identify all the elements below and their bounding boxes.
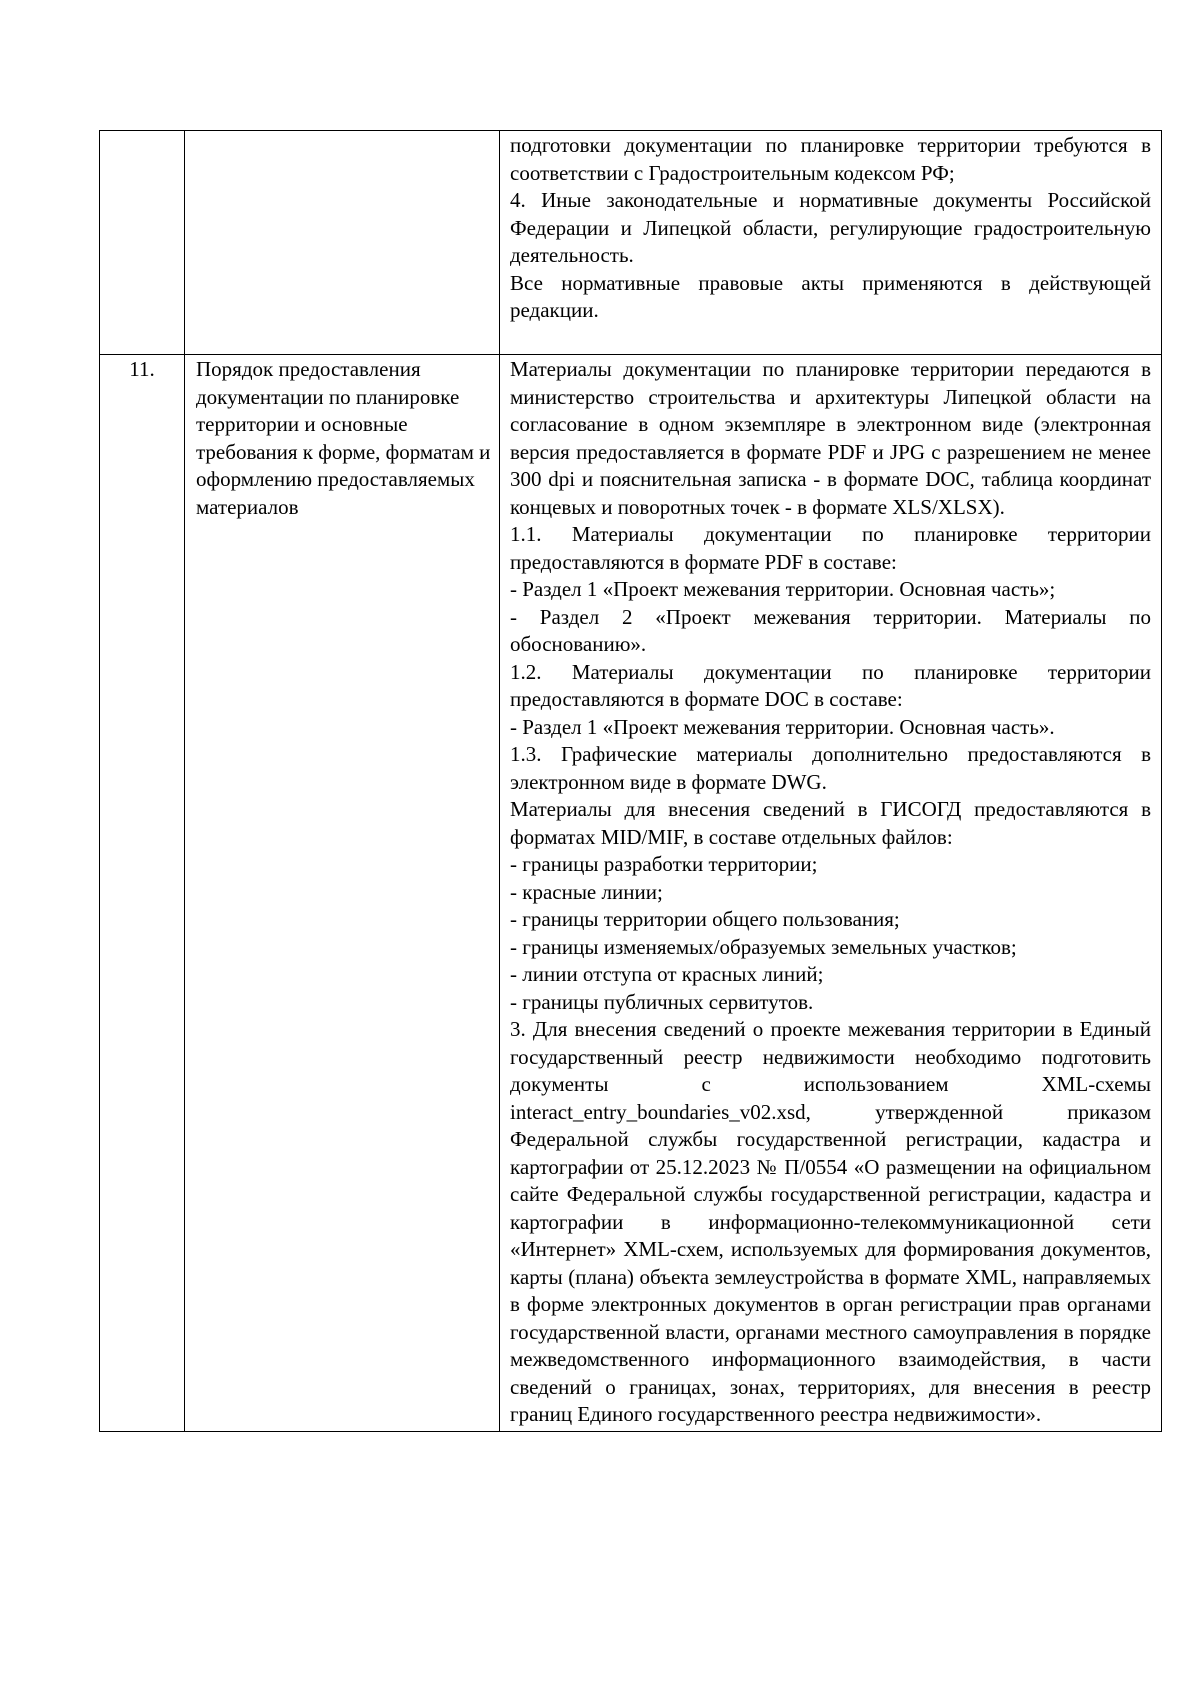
paragraph: - линии отступа от красных линий; — [510, 962, 824, 986]
paragraph: - границы изменяемых/образуемых земельных участков; — [510, 934, 1017, 959]
paragraph: 1.3. Графические материалы дополнительно предоставляются в электронном виде в формате DWG. — [510, 742, 1151, 794]
paragraph: - границы территории общего пользования; — [510, 907, 900, 931]
paragraph: - Раздел 1 «Проект межевания территории. Основная часть». — [510, 714, 1055, 739]
row-number-cell — [100, 131, 185, 355]
row-name-cell: Порядок предоставления документации по планировке территории и основные требования к форме, форматам и оформлению предоставляемых материалов — [185, 355, 500, 1432]
table-row-continued — [100, 131, 1162, 355]
paragraph: 4. Иные законодательные и нормативные документы Российской Федерации и Липецкой области, регулирующие градостроительную деятельность. — [510, 188, 1151, 267]
requirements-table — [99, 130, 1162, 1432]
row-number-cell: 11. — [100, 355, 185, 1432]
table-row-11 — [100, 355, 1162, 1432]
row-name-cell — [185, 131, 500, 355]
paragraph: - красные линии; — [510, 879, 663, 904]
row-content-cell — [500, 355, 1162, 1432]
paragraph: 1.2. Материалы документации по планировке территории предоставляются в формате DOC в составе: — [510, 659, 1151, 711]
paragraph: - границы разработки территории; — [510, 852, 818, 876]
paragraph: - Раздел 1 «Проект межевания территории. Основная часть»; — [510, 577, 1056, 601]
paragraph: Все нормативные правовые акты применяются в действующей редакции. — [510, 270, 1151, 322]
row-content-cell — [500, 131, 1162, 355]
paragraph: 3. Для внесения сведений о проекте межевания территории в Единый государственный реестр недвижимости необходимо подготовить документы с использованием XML-схемы interact_entry_boundaries_v02.xsd, утвержденной приказом Федеральной службы государственной регистрации, кадастра и картографии от 25.12.2023 № П/0554 «О размещении на официальном сайте Федеральной службы государственной регистрации, кадастра и картографии в информационно-телекоммуникационной сети «Интернет» XML-схем, используемых для формирования документов, карты (плана) объекта землеустройства в формате XML, направляемых в форме электронных документов в орган регистрации прав органами государственной власти, органами местного самоуправления в порядке межведомственного информационного взаимодействия, в части сведений о границах, зонах, территориях, для внесения в реестр границ Единого государственного реестра недвижимости». — [510, 1017, 1151, 1426]
paragraph: - Раздел 2 «Проект межевания территории. Материалы по обоснованию». — [510, 604, 1151, 656]
paragraph: подготовки документации по планировке территории требуются в соответствии с Градостроительным кодексом РФ; — [510, 133, 1151, 185]
paragraph: Материалы документации по планировке территории передаются в министерство строительства и архитектуры Липецкой области на согласование в одном экземпляре в электронном виде (электронная версия предоставляется в формате PDF и JPG с разрешением не менее 300 dpi и пояснительная записка - в формате DOC, таблица координат концевых и поворотных точек - в формате XLS/XLSX). — [510, 357, 1151, 519]
paragraph: Материалы для внесения сведений в ГИСОГД предоставляются в форматах MID/MIF, в составе отдельных файлов: — [510, 797, 1151, 849]
paragraph: 1.1. Материалы документации по планировке территории предоставляются в формате PDF в составе: — [510, 522, 1151, 574]
paragraph: - границы публичных сервитутов. — [510, 989, 814, 1014]
